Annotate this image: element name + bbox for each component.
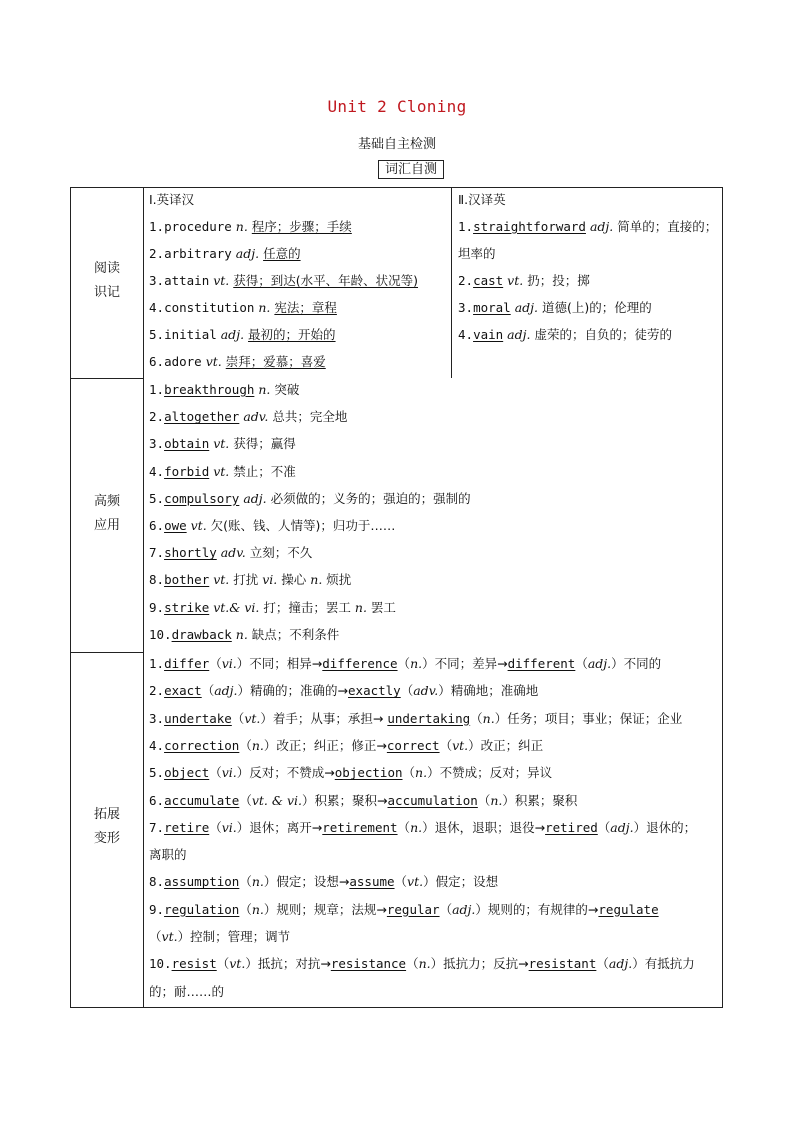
item-word: regular	[386, 901, 440, 917]
item-pos: vt.	[213, 572, 230, 588]
item-number: 4.	[149, 737, 165, 753]
item-pos: vt.	[244, 710, 261, 726]
paren: （	[394, 874, 408, 890]
row-label-extend: 拓展 变形	[93, 807, 120, 846]
item-pos: n.	[251, 874, 264, 890]
vocab-table	[70, 187, 723, 1008]
item-meaning: 任务；项目；事业；保证；企业	[507, 710, 683, 726]
page-title: Unit 2 Cloning	[327, 97, 467, 116]
item-pos: adj.	[243, 490, 267, 506]
item-word: forbid	[164, 463, 210, 479]
item-meaning: 扔；投；掷	[527, 273, 590, 288]
item-word: adore	[164, 354, 202, 369]
paren: （	[216, 956, 230, 972]
paren: ）	[237, 683, 251, 699]
item-pos: vt. & vi.	[251, 792, 303, 808]
paren: （	[239, 901, 252, 917]
item-word: exactly	[348, 683, 401, 699]
item-meaning: 积累；聚积	[514, 792, 578, 808]
extend-item	[149, 710, 682, 728]
paren: ）	[438, 683, 451, 699]
item-pos: adj.	[514, 300, 538, 315]
frequent-item	[149, 381, 299, 399]
item-word: obtain	[164, 436, 210, 452]
extend-item	[149, 792, 577, 810]
item-pos: n.	[410, 656, 423, 671]
item-word: different	[507, 656, 576, 671]
table-divider	[71, 652, 144, 653]
item-meaning: 突破	[274, 382, 300, 397]
item-meaning: 不同；相异→	[249, 656, 323, 671]
cn-en-item	[458, 272, 590, 290]
paren: ）	[422, 819, 435, 835]
frequent-item	[149, 571, 351, 589]
paren: （	[402, 765, 416, 781]
item-word: resistance	[330, 956, 407, 972]
item-number: 3.	[149, 710, 165, 726]
frequent-item	[149, 599, 396, 617]
item-number: 7.	[149, 819, 165, 835]
paren: ）	[422, 656, 435, 671]
paren: ）	[632, 956, 645, 972]
paren: ）	[633, 819, 647, 835]
table-divider	[143, 188, 144, 1007]
item-pos: adv.	[243, 409, 269, 425]
item-number: 5.	[149, 765, 165, 781]
item-word: correction	[164, 737, 240, 753]
frequent-item	[149, 463, 296, 481]
item-pos: vt.	[213, 436, 230, 452]
item-word: strike	[164, 599, 210, 615]
item-word: shortly	[164, 545, 217, 561]
item-meaning-cont: 坦率的	[458, 246, 496, 261]
cn-en-header: Ⅱ.汉译英	[458, 192, 506, 207]
item-meaning: 缺点；不利条件	[251, 626, 340, 642]
item-pos: n.	[410, 819, 423, 835]
item-word: altogether	[164, 409, 240, 425]
item-word: cast	[473, 273, 504, 288]
item-number: 3.	[149, 273, 165, 288]
item-meaning: 任意的	[263, 246, 301, 261]
item-meaning: 打扰	[233, 572, 259, 588]
item-pos: n.	[310, 572, 323, 588]
item-number: 3.	[149, 436, 165, 452]
extend-item	[149, 955, 695, 973]
item-meaning: 积累；聚积→	[314, 792, 388, 808]
paren: （	[149, 929, 162, 944]
paren: （	[439, 737, 453, 753]
item-meaning: 宪法；章程	[274, 300, 337, 315]
item-word: vain	[473, 327, 504, 342]
en-cn-item	[149, 272, 418, 290]
en-cn-item	[149, 218, 352, 236]
en-cn-header: Ⅰ.英译汉	[149, 192, 195, 207]
extend-item	[149, 901, 659, 919]
frequent-item	[149, 626, 339, 644]
item-meaning: 道德(上)的；伦理的	[541, 300, 652, 315]
item-pos: adv.	[413, 683, 439, 699]
paren: ）	[611, 656, 624, 671]
item-word: assume	[349, 874, 395, 890]
item-pos: n.	[235, 219, 248, 234]
item-pos: vi.	[221, 656, 237, 671]
item-meaning: 改正；纠正；修正→	[276, 737, 387, 753]
item-pos: n.	[354, 599, 367, 615]
item-word: difference	[322, 656, 398, 671]
extend-item	[149, 764, 552, 782]
item-pos: n.	[418, 956, 431, 972]
item-number: 1.	[149, 219, 165, 234]
frequent-item	[149, 544, 312, 562]
extend-item	[149, 737, 543, 755]
paren: （	[209, 765, 222, 781]
paren: （	[239, 792, 252, 808]
item-pos: vt.	[190, 518, 207, 533]
paren: （	[597, 819, 611, 835]
paren: （	[239, 737, 252, 753]
item-meaning: 禁止；不准	[233, 463, 296, 479]
item-pos: vt.	[407, 874, 424, 890]
item-pos: vt.	[205, 354, 222, 369]
paren: （	[397, 656, 411, 671]
paren: ）	[468, 737, 481, 753]
item-word: differ	[164, 656, 210, 671]
item-pos: n.	[415, 765, 428, 781]
item-number: 8.	[149, 572, 165, 588]
item-number: 5.	[149, 490, 165, 506]
paren: ）	[494, 710, 508, 726]
item-pos: n.	[258, 300, 271, 315]
paren: ）	[245, 956, 258, 972]
item-word: regulate	[598, 901, 659, 917]
item-pos: adj.	[610, 819, 634, 835]
cn-en-item	[458, 299, 652, 317]
item-pos: vi.	[262, 572, 278, 588]
item-meaning: 退休的；	[646, 819, 697, 835]
item-meaning: 规则；规章；法规→	[276, 901, 387, 917]
paren: （	[575, 656, 588, 671]
extend-item	[149, 819, 696, 837]
item-meaning-cont: 的；耐……的	[149, 983, 225, 999]
paren: ）	[236, 765, 250, 781]
item-word: bother	[164, 572, 210, 588]
item-word: object	[164, 765, 210, 781]
extend-item-cont	[149, 928, 290, 946]
paren: ）	[263, 901, 277, 917]
item-pos: adj.	[507, 327, 531, 342]
item-word: correct	[386, 737, 440, 753]
item-word: undertake	[164, 710, 232, 726]
paren: （	[596, 956, 609, 972]
item-word: moral	[473, 300, 511, 315]
item-meaning: 改正；纠正	[480, 737, 544, 753]
paren: ）	[236, 656, 250, 671]
item-pos: vt.	[229, 956, 246, 972]
frequent-item	[149, 408, 347, 426]
item-word: objection	[334, 765, 403, 781]
paren: （	[477, 792, 491, 808]
item-meaning: 欠(账、钱、人情等)；归功于……	[210, 518, 396, 533]
item-pos: adj.	[220, 327, 245, 342]
item-word: drawback	[171, 626, 232, 642]
item-word: retire	[164, 819, 210, 835]
paren: ）	[177, 929, 191, 944]
item-pos: adj.	[589, 219, 614, 234]
item-pos: n.	[251, 901, 264, 917]
item-meaning: 烦扰	[326, 572, 352, 588]
en-cn-item	[149, 245, 301, 263]
en-cn-item	[149, 299, 337, 317]
item-meaning: 精确的；准确的→	[250, 683, 349, 699]
paren: ）	[475, 901, 488, 917]
extend-item	[149, 873, 498, 891]
item-meaning: 规则的；有规律的→	[487, 901, 599, 917]
paren: （	[397, 819, 411, 835]
item-number: 9.	[149, 599, 165, 615]
item-word: undertaking	[387, 710, 471, 726]
item-pos: adv.	[220, 545, 246, 561]
paren: ）	[263, 737, 277, 753]
item-number: 2.	[149, 409, 165, 425]
section-heading-box: 词汇自测	[378, 160, 444, 179]
item-word: exact	[164, 683, 202, 699]
item-meaning: 假定；设想	[435, 874, 499, 890]
item-meaning: 立刻；不久	[249, 545, 313, 561]
item-pos: adj.	[235, 246, 260, 261]
item-pos: vt.	[213, 463, 230, 479]
item-meaning: 精确地；准确地	[450, 683, 539, 699]
row-label-reading: 阅读 识记	[93, 261, 120, 300]
table-divider	[71, 378, 144, 379]
item-meaning: 程序；步骤；手续	[251, 219, 352, 234]
item-word: owe	[164, 518, 187, 533]
item-number: 2.	[149, 683, 165, 699]
item-word: assumption	[164, 874, 240, 890]
paren: ）	[430, 956, 444, 972]
paren: （	[201, 683, 215, 699]
item-word: straightforward	[473, 219, 586, 234]
paren: ）	[236, 819, 250, 835]
cn-en-item	[458, 326, 672, 344]
item-pos: adj.	[452, 901, 476, 917]
item-word: breakthrough	[164, 382, 255, 397]
item-number: 4.	[149, 300, 165, 315]
item-number: 1.	[149, 382, 165, 397]
item-number: 9.	[149, 901, 165, 917]
item-meaning: 反对；不赞成→	[249, 765, 335, 781]
item-number: 6.	[149, 518, 165, 533]
paren: （	[231, 710, 245, 726]
item-meaning: 总共；完全地	[272, 409, 348, 425]
item-pos: n.	[235, 626, 248, 642]
paren: ）	[427, 765, 440, 781]
item-meaning: 必须做的；义务的；强迫的；强制的	[270, 490, 471, 506]
item-pos: vt.	[213, 273, 230, 288]
item-meaning-cont: 离职的	[149, 847, 187, 863]
item-meaning: 不同；差异→	[434, 656, 508, 671]
cn-en-item	[458, 218, 717, 236]
paren: （	[406, 956, 419, 972]
item-word: retired	[545, 819, 598, 835]
item-pos: vi.	[221, 765, 237, 781]
paren: （	[209, 819, 222, 835]
item-meaning: 假定；设想→	[276, 874, 350, 890]
extend-item	[149, 682, 538, 700]
item-pos: vt.& vi.	[213, 599, 260, 615]
item-meaning: 最初的；开始的	[248, 327, 336, 342]
extend-item	[149, 655, 661, 673]
item-number: 3.	[458, 300, 474, 315]
item-pos: vt.	[507, 273, 524, 288]
item-meaning: 不同的	[623, 656, 662, 671]
item-number: 10.	[149, 956, 172, 972]
item-word: resistant	[528, 956, 597, 972]
item-meaning: 打；撞击；罢工	[263, 599, 351, 615]
page-subtitle: 基础自主检测	[357, 137, 436, 152]
paren: （	[239, 874, 252, 890]
item-word: compulsory	[164, 490, 240, 506]
item-pos: adj.	[587, 656, 612, 671]
item-meaning: 虚荣的；自负的；徒劳的	[534, 327, 672, 342]
item-meaning: 获得；到达(水平、年龄、状况等)	[233, 273, 419, 288]
item-meaning: 崇拜；爱慕；喜爱	[225, 354, 326, 369]
item-pos: n.	[490, 792, 503, 808]
item-word: regulation	[164, 901, 240, 917]
item-pos: adj.	[608, 956, 633, 972]
item-number: 5.	[149, 327, 165, 342]
item-number: 6.	[149, 354, 165, 369]
item-word: initial	[164, 327, 217, 342]
item-pos: n.	[251, 737, 264, 753]
item-pos: vt.	[452, 737, 469, 753]
item-word: arbitrary	[164, 246, 232, 261]
extend-item-cont	[149, 983, 224, 1001]
item-meaning: 着手；从事；承担→	[272, 710, 388, 726]
paren: （	[439, 901, 453, 917]
en-cn-item	[149, 353, 326, 371]
frequent-item	[149, 435, 296, 453]
item-number: 7.	[149, 545, 165, 561]
item-pos: n.	[258, 382, 271, 397]
item-number: 2.	[149, 246, 165, 261]
item-meaning: 抵抗；对抗→	[257, 956, 331, 972]
item-word: attain	[164, 273, 210, 288]
item-number: 1.	[149, 656, 165, 671]
row-label-frequent: 高频 应用	[93, 494, 120, 533]
cn-en-item-cont	[458, 245, 496, 263]
extend-item-cont	[149, 846, 187, 864]
paren: ）	[423, 874, 436, 890]
item-meaning: 有抵抗力	[644, 956, 695, 972]
item-word: procedure	[164, 219, 232, 234]
en-cn-item	[149, 326, 336, 344]
paren: ）	[302, 792, 315, 808]
frequent-item	[149, 517, 395, 535]
item-word: accumulation	[387, 792, 478, 808]
item-meaning: 不赞成；反对；异议	[439, 765, 553, 781]
table-divider	[451, 188, 452, 378]
item-word: resist	[171, 956, 217, 972]
paren: ）	[502, 792, 515, 808]
item-meaning: 罢工	[370, 599, 396, 615]
item-meaning: 抵抗力；反抗→	[443, 956, 529, 972]
item-word: retirement	[322, 819, 398, 835]
paren: （	[470, 710, 483, 726]
item-meaning: 退休；离开→	[249, 819, 323, 835]
paren: ）	[260, 710, 273, 726]
item-number: 2.	[458, 273, 474, 288]
item-meaning: 操心	[281, 572, 307, 588]
item-meaning: 退休，退职；退役→	[434, 819, 546, 835]
item-number: 4.	[458, 327, 474, 342]
item-word: constitution	[164, 300, 255, 315]
paren: ）	[263, 874, 277, 890]
item-pos: vi.	[221, 819, 237, 835]
item-word: accumulate	[164, 792, 240, 808]
item-pos: vt.	[161, 929, 178, 944]
item-pos: n.	[482, 710, 495, 726]
item-number: 4.	[149, 463, 165, 479]
item-meaning: 获得；赢得	[233, 436, 296, 452]
paren: （	[400, 683, 414, 699]
item-pos: adj.	[214, 683, 238, 699]
item-number: 8.	[149, 874, 165, 890]
paren: （	[209, 656, 222, 671]
item-number: 10.	[149, 626, 172, 642]
frequent-item	[149, 490, 471, 508]
item-meaning: 简单的；直接的；	[617, 219, 718, 234]
item-meaning-cont: 控制；管理；调节	[190, 929, 291, 944]
item-number: 1.	[458, 219, 474, 234]
item-number: 6.	[149, 792, 165, 808]
